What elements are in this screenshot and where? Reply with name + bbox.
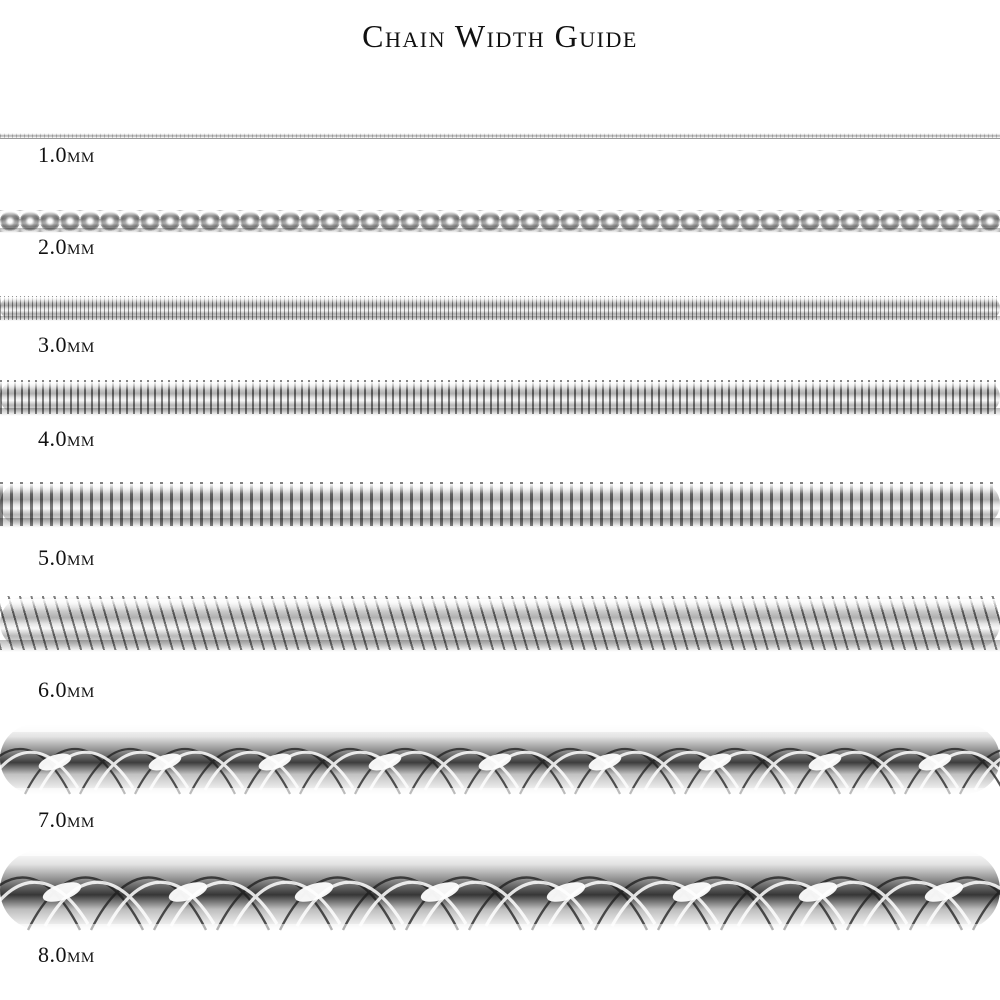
chain-label-3-0mm: 3.0mm — [38, 332, 95, 357]
chain-sample-3-0mm — [0, 292, 1000, 326]
chain-label-4-0mm: 4.0mm — [38, 426, 95, 451]
rope-chain-graphic-7mm — [0, 716, 1000, 802]
chain-sample-5-0mm — [0, 478, 1000, 534]
chain-sample-2-0mm — [0, 206, 1000, 236]
chain-label-2-0mm: 2.0mm — [38, 234, 95, 259]
chain-label-6-0mm: 6.0mm — [38, 677, 95, 702]
chain-sample-7-0mm — [0, 716, 1000, 802]
chain-sample-1-0mm — [0, 130, 1000, 140]
page-title: Chain Width Guide — [362, 18, 638, 54]
chain-sample-6-0mm — [0, 592, 1000, 658]
chain-sample-8-0mm — [0, 842, 1000, 938]
rope-chain-graphic-8mm — [0, 842, 1000, 938]
chain-label-7-0mm: 7.0mm — [38, 807, 95, 832]
chain-sample-4-0mm — [0, 376, 1000, 420]
chain-label-8-0mm: 8.0mm — [38, 942, 95, 967]
chain-label-5-0mm: 5.0mm — [38, 545, 95, 570]
chain-label-1-0mm: 1.0mm — [38, 142, 95, 167]
